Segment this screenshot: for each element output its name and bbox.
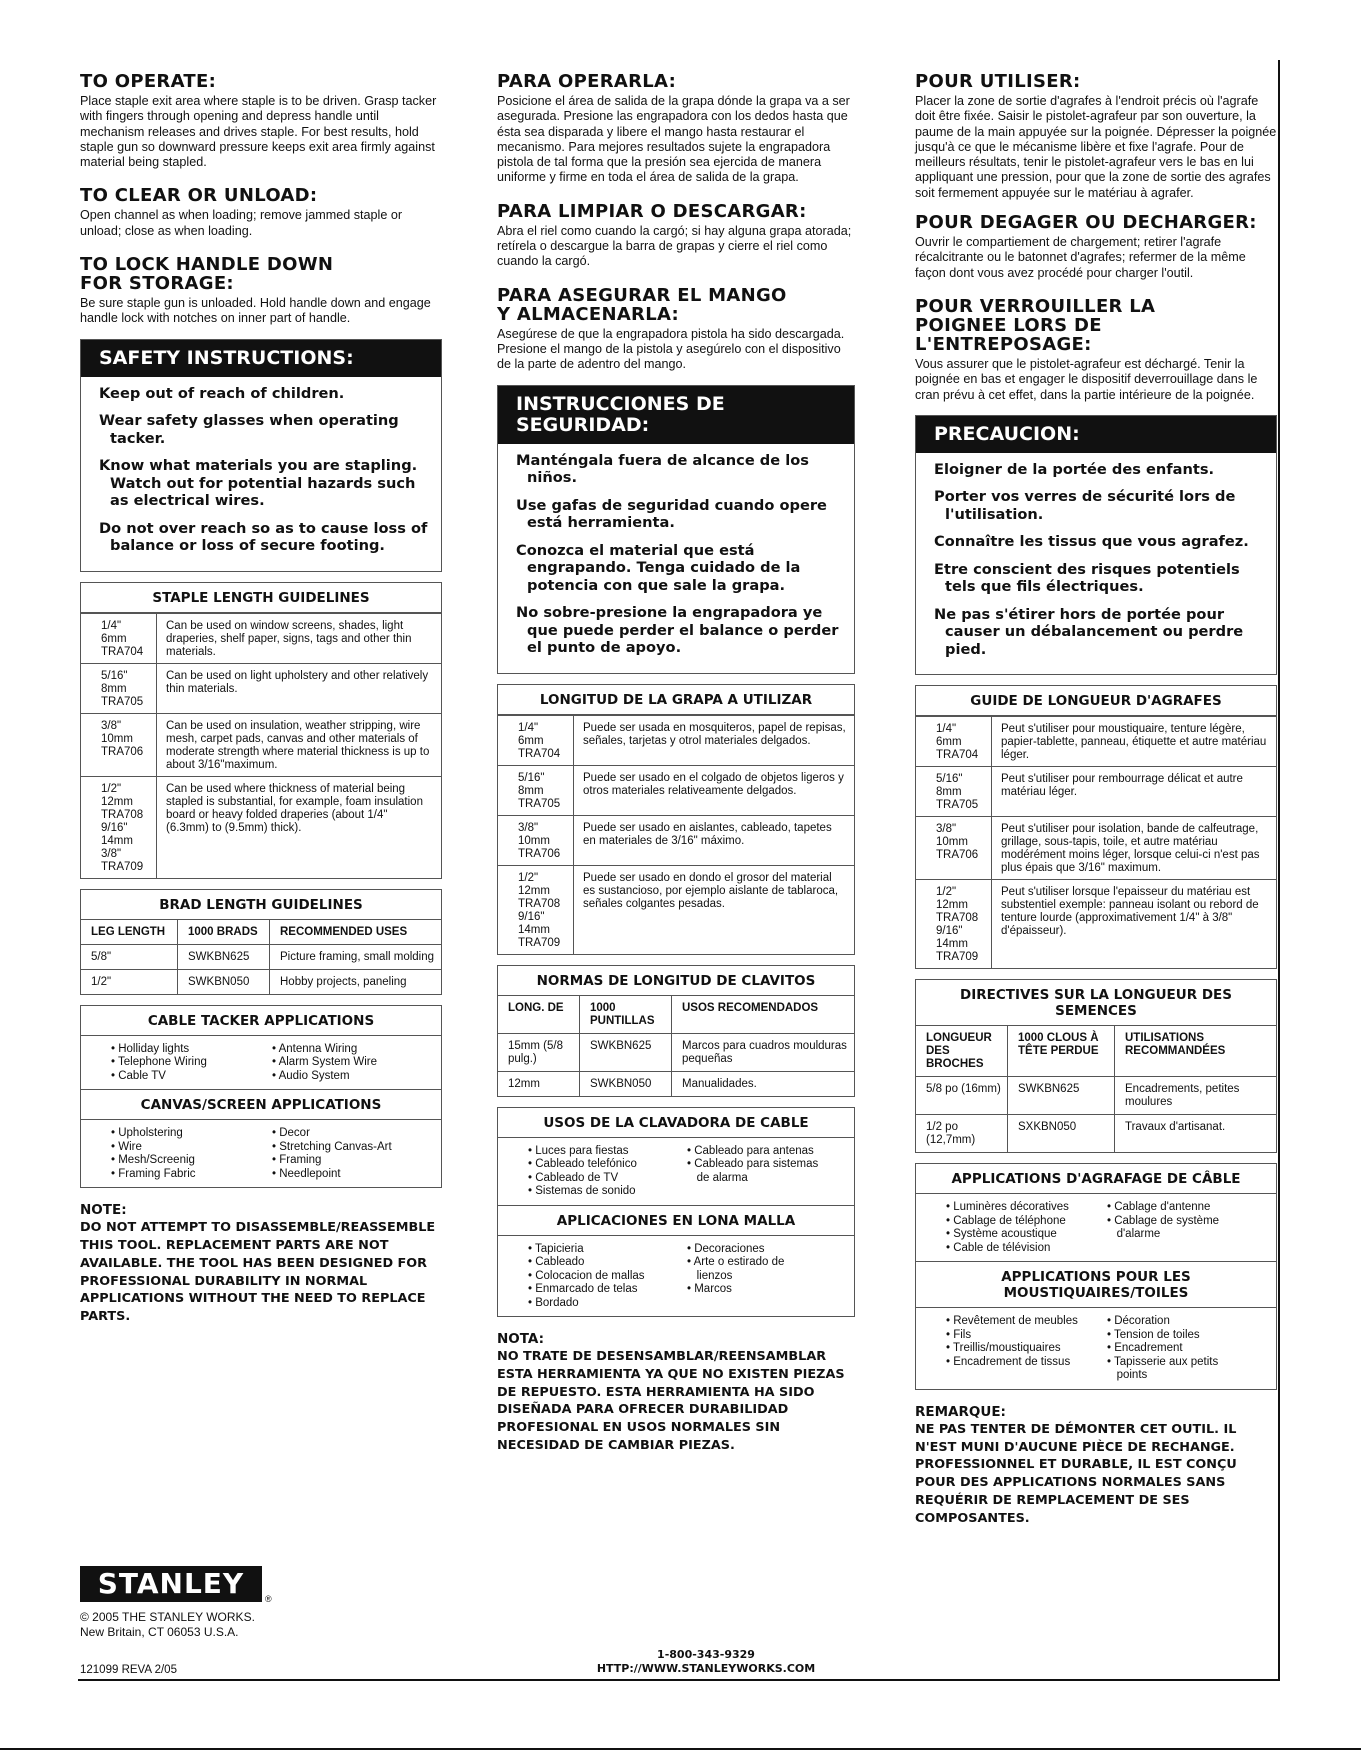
note-text: DO NOT ATTEMPT TO DISASSEMBLE/REASSEMBLE THIS TOOL. REPLACEMENT PARTS ARE NOT AVAILABLE. THE TOOL HAS BEEN DESIGNED FOR PROFESSIONAL DURABILITY IN NORMAL APPLICATIONS WITHOUT THE NEED TO REPLACE PARTS. [80,1220,436,1325]
safety-item: Eloigner de la portée des enfants. [934,460,1215,478]
document-code: 121099 REVA 2/05 [80,1664,177,1676]
cable-list-right: • Antenna Wiring • Alarm System Wire • Audio System [272,1042,377,1082]
safety-box [497,385,855,674]
staple-use: Puede ser usado en aislantes, cableado, tapetes en materiales de 3/16" máximo. [583,821,832,847]
column-header: 1000 CLOUS À TÊTE PERDUE [1008,1026,1115,1077]
brad-length-title: NORMAS DE LONGITUD DE CLAVITOS [498,966,854,996]
canvas-list-left: • Upholstering • Wire • Mesh/Screenig • Framing Fabric [111,1127,196,1180]
safety-item: Keep out of reach of children. [99,384,345,402]
staple-size: 1/4" 6mm TRA704 [498,716,574,765]
canvas-applications-title: APLICACIONES EN LONA MALLA [498,1206,854,1236]
column-header: UTILISATIONS RECOMMANDÉES [1115,1026,1277,1077]
operate-heading: TO OPERATE: [80,71,217,92]
table-row: 1/2 po (12,7mm) SXKBN050 Travaux d'artisanat. [916,1115,1276,1153]
clear-heading: TO CLEAR OR UNLOAD: [80,185,318,207]
applications-box [497,1107,855,1318]
table-row [81,663,441,713]
note-heading: NOTA: [497,1331,545,1348]
safety-item: Connaître les tissus que vous agrafez. [934,533,1249,551]
table-row: 15mm (5/8 pulg.) SWKBN625 Marcos para cuadros moulduras pequeñas [498,1033,854,1071]
staple-use: Peut s'utiliser pour moustiquaire, tenture légère, papier-tablette, panneau, étiquette et autre matériau léger. [1001,723,1267,762]
staple-use: Peut s'utiliser pour isolation, bande de calfeutrage, grillage, sous-tapis, toile, et autre matériau modérément moins léger, lorsque celui-ci n'est pas plus épais que 3/16" maximum. [1001,823,1260,875]
staple-use: Peut s'utiliser pour rembourrage délicat et autre matériau léger. [1001,773,1243,799]
page-edge-rule [0,1748,1361,1750]
table-row [498,765,854,815]
staple-size: 1/4" 6mm TRA704 [81,614,157,663]
operate-heading: POUR UTILISER: [915,71,1081,92]
note-text: NO TRATE DE DESENSAMBLAR/REENSAMBLAR ESTA HERRAMIENTA YA QUE NO EXISTEN PIEZAS DE REPUESTO. ESTA HERRAMIENTA HA SIDO DISEÑADA PARA OFRECER DURABILIDAD PROFESIONAL EN USOS NORMALES SIN NECESIDAD DE CAMBIAR PIEZAS. [497,1349,845,1454]
table-row: 1/2" SWKBN050 Hobby projects, paneling [81,969,441,994]
brad-length-table [80,889,442,995]
staple-length-table [915,685,1277,969]
safety-heading: PRECAUCION: [916,416,1276,453]
clear-text: Ouvrir le compartiement de chargement; retirer l'agrafe récalcitrante ou le batonnet d'agrafes; refermer de la même façon dont vous avez procédé pour charger l'outil. [915,235,1246,280]
applications-box [915,1163,1277,1390]
column-header: USOS RECOMENDADOS [672,996,855,1034]
safety-heading: SAFETY INSTRUCTIONS: [81,340,441,377]
canvas-list-right: • Decoraciones • Arte o estirado de lienzos • Marcos [687,1242,785,1296]
table-row [498,715,854,765]
canvas-list-left: • Tapicieria • Cableado • Colocacion de mallas • Enmarcado de telas • Bordado [528,1242,645,1309]
staple-size: 1/4" 6mm TRA704 [916,717,992,766]
staple-size: 3/8" 10mm TRA706 [916,817,992,879]
cable-applications-title: APPLICATIONS D'AGRAFAGE DE CÂBLE [916,1164,1276,1194]
staple-length-title: STAPLE LENGTH GUIDELINES [81,583,441,613]
safety-item: Porter vos verres de sécurité lors de l'utilisation. [934,488,1236,523]
staple-use: Puede ser usada en mosquiteros, papel de repisas, señales, tarjetas y otrol materiales delgados. [583,721,846,747]
operate-heading: PARA OPERARLA: [497,71,677,92]
staple-length-table [497,684,855,955]
table-row: 5/8" SWKBN625 Picture framing, small molding [81,944,441,969]
safety-item: Etre conscient des risques potentiels tels que fils électriques. [934,560,1240,596]
lock-text: Be sure staple gun is unloaded. Hold handle down and engage handle lock with notches on inner part of handle. [80,296,431,326]
right-rule [1278,60,1280,1681]
clear-heading: PARA LIMPIAR O DESCARGAR: [497,200,807,222]
table-row [916,816,1276,879]
staple-use: Can be used on insulation, weather stripping, wire mesh, carpet pads, canvas and other materials of moderate strength where material thickness is up to about 3/16"maximum. [166,719,430,771]
brad-length-table [497,965,855,1097]
bottom-rule [78,1679,1280,1681]
staple-use: Puede ser usado en dondo el grosor del material es sustancioso, por ejemplo aislante de tablaroca, señales colgantes pesadas. [583,871,839,910]
staple-size: 3/8" 10mm TRA706 [81,714,157,776]
registered-mark: ® [265,1594,272,1604]
staple-use: Peut s'utiliser lorsque l'epaisseur du matériau est substentiel exemple: panneau isolant ou rebord de tenture lourde (approximativement 1/4" à 3/8" d'épaisseur). [1001,886,1259,938]
staple-size: 5/16" 8mm TRA705 [81,664,157,713]
brad-length-title: DIRECTIVES SUR LA LONGUEUR DES SEMENCES [916,980,1276,1026]
staple-size: 1/2" 12mm TRA708 9/16" 14mm TRA709 [498,866,574,954]
cable-list-left: • Holliday lights • Telephone Wiring • Cable TV [111,1042,207,1082]
column-header: LONGUEUR DES BROCHES [916,1026,1008,1077]
note-text: NE PAS TENTER DE DÉMONTER CET OUTIL. IL N'EST MUNI D'AUCUNE PIÈCE DE RECHANGE. PROFESSIONNEL ET DURABLE, IL EST CONÇU POUR DES APPLICATIONS NORMALES SANS REQUÉRIR DE REMPLACEMENT DE SES COMPOSANTES. [915,1421,1237,1526]
clear-text: Abra el riel como cuando la cargó; si hay alguna grapa atorada; retírela o descargue la barra de grapas y cierre el riel como cuando la cargó. [497,223,852,269]
staple-length-title: LONGITUD DE LA GRAPA A UTILIZAR [498,685,854,715]
staple-size: 5/16" 8mm TRA705 [916,767,992,816]
safety-item: No sobre-presione la engrapadora ye que puede perder el balance o perder el punto de apoyo. [516,604,839,657]
canvas-list-right: • Decor • Stretching Canvas-Art • Framing • Needlepoint [272,1127,392,1180]
cable-applications-title: CABLE TACKER APPLICATIONS [81,1006,441,1036]
staple-use: Can be used on window screens, shades, light draperies, shelf paper, signs, tags and other thin materials. [166,619,412,658]
safety-box [80,339,442,572]
lock-heading: PARA ASEGURAR EL MANGO Y ALMACENARLA: [497,284,787,325]
table-row [498,865,854,954]
table-row [81,613,441,663]
staple-size: 5/16" 8mm TRA705 [498,766,574,815]
copyright-text: © 2005 THE STANLEY WORKS. New Britain, CT 06053 U.S.A. [80,1610,255,1639]
table-row: 12mm SWKBN050 Manualidades. [498,1071,854,1096]
column-header: LEG LENGTH [81,920,178,945]
phone-number: 1-800-343-9329 [657,1648,755,1661]
canvas-applications-title: APPLICATIONS POUR LES MOUSTIQUAIRES/TOILES [916,1262,1276,1308]
column-header: 1000 BRADS [178,920,270,945]
clear-text: Open channel as when loading; remove jammed staple or unload; close as when loading. [80,208,403,238]
column-header: LONG. DE [498,996,580,1034]
table-row [498,815,854,865]
column-header: RECOMMENDED USES [270,920,442,945]
clear-heading: POUR DEGAGER OU DECHARGER: [915,212,1257,234]
note-heading: NOTE: [80,1202,127,1219]
staple-size: 1/2" 12mm TRA708 9/16" 14mm 3/8" TRA709 [81,777,157,878]
safety-item: Do not over reach so as to cause loss of balance or loss of secure footing. [99,519,428,555]
safety-item: Manténgala fuera de alcance de los niños. [516,451,809,487]
website-url: HTTP://WWW.STANLEYWORKS.COM [596,1662,816,1675]
table-row [81,713,441,776]
cable-list-right: • Cableado para antenas • Cableado para sistemas de alarma [687,1144,819,1184]
table-row [916,766,1276,816]
applications-box [80,1005,442,1189]
operate-text: Place staple exit area where staple is to be driven. Grasp tacker with fingers through opening and depress handle until mechanism releases and drives staple. For best results, hold staple gun so downward pressure keeps exit area firmly against material being stapled. [80,94,437,170]
table-row [916,716,1276,766]
operate-text: Posicione el área de salida de la grapa dónde la grapa va a ser asegurada. Presione las engrapadora con los dedos hasta que ésta sea disparada y libere el mango hasta restaurar el mecanismo. Para mejores resultados sujete la engrapadora pistola de tal forma que la presión sea ejercida de manera uniforme y firme en toda el área de salida de la grapa. [497,94,850,185]
safety-item: Use gafas de seguridad cuando opere está herramienta. [516,496,827,532]
canvas-applications-title: CANVAS/SCREEN APPLICATIONS [81,1090,441,1120]
cable-applications-title: USOS DE LA CLAVADORA DE CABLE [498,1108,854,1138]
table-row [81,776,441,878]
brad-length-title: BRAD LENGTH GUIDELINES [81,890,441,920]
staple-length-table [80,582,442,879]
operate-text: Placer la zone de sortie d'agrafes à l'endroit précis où l'agrafe doit être fixée. Saisir le pistolet-agrafeur par son ouverture, la paume de la main appuyée sur la poignée. Dépresser la poignée jusqu'à ce que le mécanisme libère et fixe l'agrafe. Pour de meilleurs résultats, tenir le pistolet-agrafeur vers le bas en lui appliquant une pression, pour que la zone de sortie des agrafes soit fermement appuyée sur le matériau à agrafer. [915,94,1277,200]
lock-heading: POUR VERROUILLER LA POIGNEE LORS DE L'ENTREPOSAGE: [915,295,1156,355]
column-english [80,72,442,1326]
safety-item: Conozca el material que está engrapando. Tenga cuidado de la potencia con que sale la grapa. [516,541,801,594]
safety-heading: INSTRUCCIONES DE SEGURIDAD: [498,386,854,444]
safety-box [915,415,1277,676]
contact-footer [497,1648,915,1676]
lock-text: Asegúrese de que la engrapadora pistola ha sido descargada. Presione el mango de la pistola y asegúrelo con el dispositivo de la parte de adentro del mango. [497,326,845,372]
staple-use: Puede ser usado en el colgado de objetos ligeros y otros materiales relativeamente delgados. [583,771,844,797]
cable-list-right: • Cablage d'antenne • Cablage de système d'alarme [1107,1201,1220,1241]
stanley-logo: STANLEY [80,1566,262,1602]
lock-text: Vous assurer que le pistolet-agrafeur est déchargé. Tenir la poignée en bas et engager le dispositif deverrouillage dans le cran prévu à cet effet, dans la partie intérieure de la poignée. [915,356,1258,402]
cable-list-left: • Luminères décoratives • Cablage de téléphone • Système acoustique • Cable de télévision [946,1201,1069,1254]
staple-length-title: GUIDE DE LONGUEUR D'AGRAFES [916,686,1276,716]
safety-item: Know what materials you are stapling. Watch out for potential hazards such as electrical wires. [99,457,418,510]
table-row [916,879,1276,968]
lock-heading: TO LOCK HANDLE DOWN FOR STORAGE: [80,254,334,295]
column-french [915,72,1277,1528]
staple-use: Can be used on light upholstery and other relatively thin materials. [166,669,429,695]
staple-size: 3/8" 10mm TRA706 [498,816,574,865]
column-spanish [497,72,855,1455]
staple-use: Can be used where thickness of material being stapled is substantial, for example, foam insulation board or heavy folded draperies (about 1/4" (6.3mm) to (9.5mm) thick). [166,782,423,834]
staple-size: 1/2" 12mm TRA708 9/16" 14mm TRA709 [916,880,992,968]
canvas-list-left: • Revêtement de meubles • Fils • Treillis/moustiquaires • Encadrement de tissus [946,1315,1078,1368]
brad-length-table [915,979,1277,1153]
safety-item: Ne pas s'étirer hors de portée pour causer un débalancement ou perdre pied. [934,605,1244,658]
table-row: 5/8 po (16mm) SWKBN625 Encadrements, petites moulures [916,1077,1276,1115]
note-heading: REMARQUE: [915,1403,1006,1420]
column-header: 1000 PUNTILLAS [580,996,672,1034]
safety-item: Wear safety glasses when operating tacker. [99,412,399,447]
canvas-list-right: • Décoration • Tension de toiles • Encadrement • Tapisserie aux petits points [1107,1315,1219,1382]
cable-list-left: • Luces para fiestas • Cableado telefónico • Cableado de TV • Sistemas de sonido [528,1144,637,1198]
